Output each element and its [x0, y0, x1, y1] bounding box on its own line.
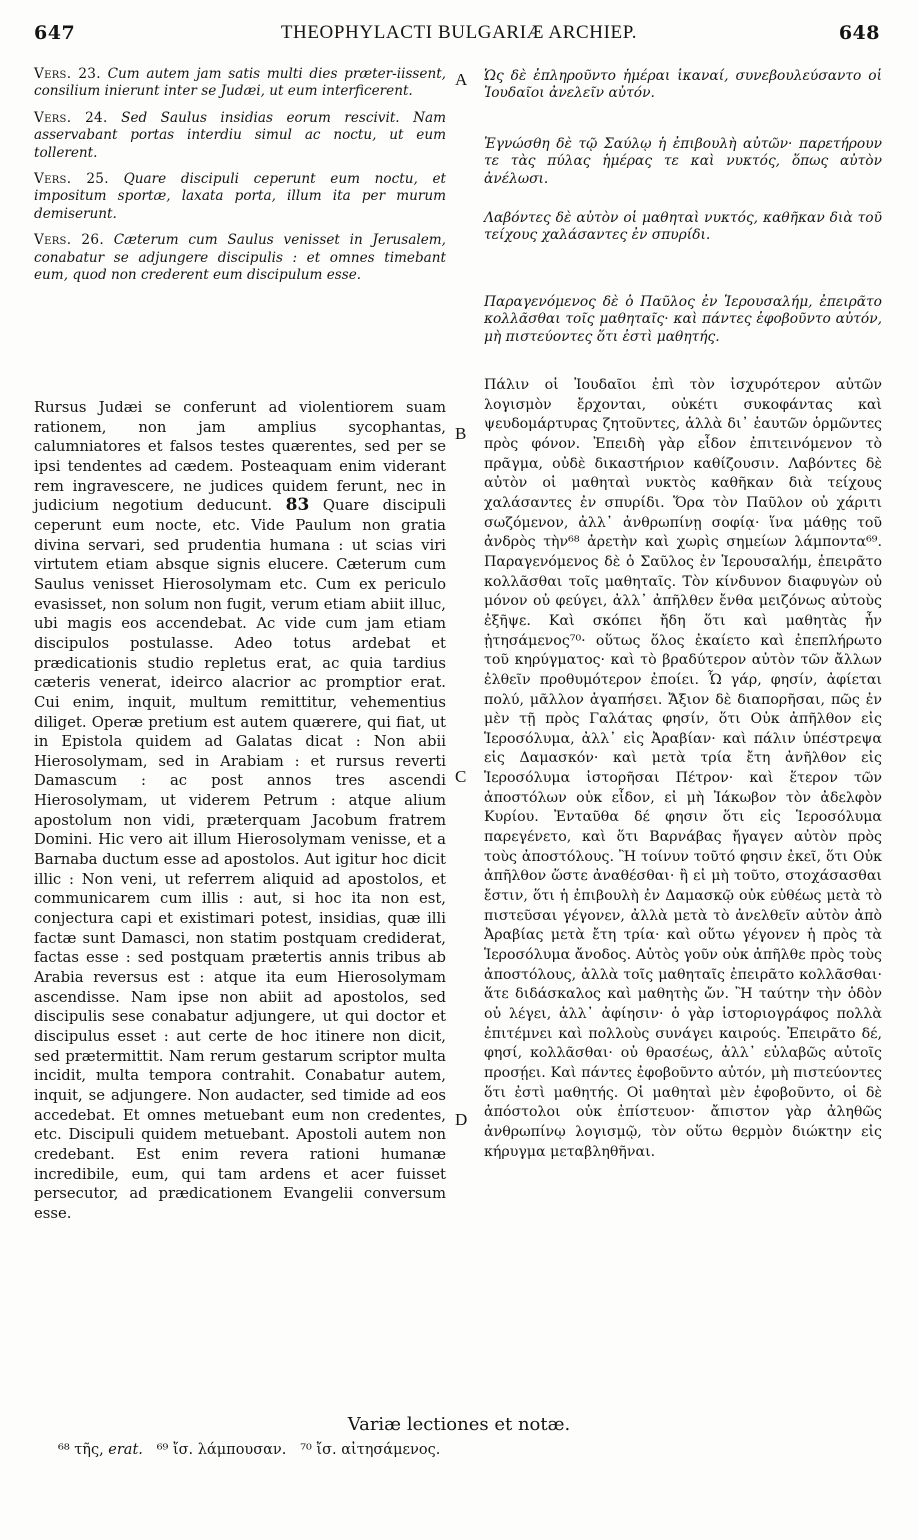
page-number-right: 648 — [838, 22, 880, 44]
verse-label: Vers. 23. — [34, 66, 101, 82]
running-head-title: THEOPHYLACTI BULGARIÆ ARCHIEP. — [280, 22, 638, 43]
greek-verse-25: Λαβόντες δὲ αὐτὸν οἱ μαθηταὶ νυκτός, καθῆκαν διὰ τοῦ τείχους χαλάσαντες ἐν σπυρίδι. — [484, 210, 882, 244]
greek-verse-25-block — [484, 210, 882, 254]
greek-verse-24: Ἐγνώσθη δὲ τῷ Σαύλῳ ἡ ἐπιβουλὴ αὐτῶν· παρετήρουν τε τὰς πύλας ἡμέρας τε καὶ νυκτός, ὅπως αὐτὸν ἀνέλωσι. — [484, 136, 882, 187]
margin-marker-d: D — [455, 1110, 468, 1129]
latin-verse-24 — [34, 110, 446, 162]
note-69: ⁶⁹ ἴσ. λάμπουσαν. — [156, 1442, 287, 1458]
margin-marker-a: A — [455, 70, 468, 89]
verse-text: Sed Saulus insidias eorum rescivit. Nam asservabant portas interdiu simul ac noctu, ut eum tollerent. — [34, 109, 446, 161]
latin-verse-25 — [34, 171, 446, 223]
margin-marker-c: C — [455, 767, 467, 786]
latin-column — [34, 66, 446, 293]
latin-verse-26 — [34, 232, 446, 284]
note-68: ⁶⁸ τῆς, — [58, 1442, 104, 1458]
greek-verse-26-block — [484, 294, 882, 355]
note-70: ⁷⁰ ἴσ. αἰτησάμενος. — [300, 1442, 441, 1458]
greek-commentary-text: Πάλιν οἱ Ἰουδαῖοι ἐπὶ τὸν ἰσχυρότερον αὐτῶν λογισμὸν ἔρχονται, οὐκέτι συκοφάντας καὶ ψευδομάρτυρας ζητοῦντες, ἀλλὰ δι᾿ ἑαυτῶν ὁρμῶντες πρὸς φόνον. Ἐπειδὴ γὰρ εἶδον ἐπιτεινόμενον τὸ πρᾶγμα, οὐδὲ δικαστήριον καθίζουσιν. Λαβόντες δὲ αὐτὸν οἱ μαθηταὶ νυκτὸς καθῆκαν διὰ τείχους χαλάσαντες ἐν σπυρίδι. Ὅρα τὸν Παῦλον οὐ χάριτι σωζόμενον, ἀλλ᾿ ἀνθρωπίνῃ σοφίᾳ· ἵνα μάθῃς τοῦ ἀνδρὸς τὴν⁶⁸ ἀρετὴν καὶ χωρὶς σημείων λάμποντα⁶⁹. Παραγενόμενος δὲ ὁ Σαῦλος ἐν Ἱερουσαλήμ, ἐπειρᾶτο κολλᾶσθαι τοῖς μαθηταῖς. Τὸν κίνδυνον διαφυγὼν οὐ μόνον οὐ φεύγει, ἀλλ᾿ ἀπῆλθεν ἔνθα μειζόνως αὐτοὺς ἐξῆψε. Καὶ σκόπει ἤδη ὅτι καὶ μαθητὰς ἦν ᾐτησάμενος⁷⁰· οὕτως ὅλος ἐκαίετο καὶ ἐπεπλήρωτο τοῦ κηρύγματος· καὶ τὸ βραδύτερον αὐτὸν τῶν ἄλλων ἐλθεῖν προθυμότερον ἐποίει. Ὧ γάρ, φησίν, ἀφίεται πολύ, μᾶλλον ἀγαπήσει. Ἄξιον δὲ διαπορῆσαι, πῶς ἐν μὲν τῇ πρὸς Γαλάτας φησίν, ὅτι Οὐκ ἀπῆλθον εἰς Ἱεροσόλυμα, ἀλλ᾿ εἰς Ἀραβίαν· καὶ πάλιν ὑπέστρεψα εἰς Δαμασκόν· καὶ μετὰ τρία ἔτη ἀνῆλθον εἰς Ἱεροσόλυμα ἱστορῆσαι Πέτρον· καὶ ἕτερον τῶν ἀποστόλων οὐκ εἶδον, εἰ μὴ Ἰάκωβον τὸν ἀδελφὸν Κυρίου. Ἐνταῦθα δέ φησιν ὅτι εἰς Ἱεροσόλυμα παρεγένετο, καὶ ὅτι Βαρνάβας ἤγαγεν αὐτὸν πρὸς τοὺς ἀποστόλους. Ἢ τοίνυν τοῦτό φησιν ἐκεῖ, ὅτι Οὐκ ἀπῆλθον ὥστε ἀναθέσθαι· ἢ εἰ μὴ τοῦτο, στοχάσασθαι ἔστιν, ὅτι ἡ ἐπιβουλὴ ἐν Δαμασκῷ οὐκ εὐθέως μετὰ τὸ πιστεῦσαι γέγονεν, ἀλλὰ μετὰ τὸ ἀνελθεῖν αὐτὸν ἀπὸ Ἀραβίας μετὰ ἔτη τρία· καὶ οὕτω γέγονεν ἡ πρὸς τὰ Ἱεροσόλυμα ἄνοδος. Αὐτὸς γοῦν οὐκ ἀπῆλθε πρὸς τοὺς ἀποστόλους, ἀλλὰ τοῖς μαθηταῖς ἐπειρᾶτο κολλᾶσθαι· ἅτε διδάσκαλος καὶ μαθητὴς ὤν. Ἢ ταύτην τὴν ὁδὸν οὐ λέγει, ἀλλ᾿ ἀφίησιν· ὁ γὰρ ἱστοριογράφος πολλὰ ἐπιτέμνει καὶ πολλοὺς συνάγει καιρούς. Ἐπειρᾶτο δέ, φησί, κολλᾶσθαι· οὐ θρασέως, ἀλλ᾿ εὐλαβῶς αὐτοῖς προσῄει. Καὶ πάντες ἐφοβοῦντο αὐτόν, μὴ πιστεύοντες ὅτι ἐστὶ μαθητής. Οἱ μαθηταὶ μὲν ἐφοβοῦντο, οἱ δὲ ἀπόστολοι οὐκ ἐπίστευον· ἄπιστον γὰρ ἀληθῶς ἀνθρωπίνῳ λογισμῷ, τὸν οὕτω θερμὸν διώκτην εἰς κήρυγμα μεταβληθῆναι. — [484, 377, 882, 1160]
greek-verse-26: Παραγενόμενος δὲ ὁ Παῦλος ἐν Ἱερουσαλήμ, ἐπειρᾶτο κολλᾶσθαι τοῖς μαθηταῖς· καὶ πάντες ἐφοβοῦντο αὐτόν, μὴ πιστεύοντες ὅτι ἐστὶ μαθητής. — [484, 294, 882, 345]
greek-commentary — [484, 376, 882, 1162]
column-number-83: 83 — [285, 495, 310, 516]
notes-line — [58, 1442, 878, 1458]
verse-label: Vers. 26. — [34, 232, 104, 249]
greek-verse-23-block — [484, 68, 882, 112]
verse-text: Quare discipuli ceperunt eum noctu, et impositum sportæ, laxata porta, illum ita per murum demiserunt. — [34, 171, 446, 222]
latin-verse-23 — [34, 66, 446, 101]
note-68-italic: erat. — [108, 1442, 143, 1458]
page-number-left: 647 — [34, 22, 76, 44]
notes-title: Variæ lectiones et notæ. — [347, 1414, 571, 1435]
verse-text: Cæterum cum Saulus venisset in Jerusalem, conabatur se adjungere discipulis : et omnes timebant eum, quod non crederent eum discipulum esse. — [34, 232, 446, 284]
latin-commentary — [34, 398, 446, 1224]
margin-marker-b: B — [455, 424, 467, 443]
verse-label: Vers. 24. — [34, 109, 108, 126]
verse-text: Cum autem jam satis multi dies præter-iissent, consilium inierunt inter se Judæi, ut eum interficerent. — [34, 66, 446, 100]
verse-label: Vers. 25. — [34, 171, 109, 188]
latin-commentary-part-2: Quare discipuli ceperunt eum nocte, etc. Vide Paulum non gratia divina servari, sed prudentia humana : ut scias viri virtutem etiam absque signis elucere. Cæterum cum Saulus venisset Hierosolymam etc. Cum ex periculo evasisset, non solum non fugit, verum etiam abiit illuc, ubi magis eos accendebat. Ac vide cum jam etiam discipulos postulasse. Adeo totus ardebat et prædicationis studio repletus erat, ac quia tardius cæteris venerat, ideirco alacrior ac promptior erat. Cui enim, inquit, multum remittitur, vehementius diliget. Operæ pretium est autem quærere, qui fiat, ut in Epistola quidem ad Galatas dicat : Non abii Hierosolymam, sed in Arabiam : et rursus reverti Damascum : ac post annos tres ascendi Hierosolymam, ut viderem Petrum : atque alium apostolum non vidi, præterquam Jacobum fratrem Domini. Hic vero ait illum Hierosolymam venisse, et a Barnaba ductum esse ad apostolos. Aut igitur hoc dicit illic : Non veni, ut referrem aliquid ad apostolos, et communicarem cum illis : aut, si hoc ita non est, conjectura capi et existimari potest, insidias, quæ illi factæ sunt Damasci, non statim postquam crediderat, factas esse : sed postquam prætertis annis tribus ab Arabia reversus est : atque ita eum Hierosolymam ascendisse. Nam ipse non abiit ad apostolos, sed discipulis sese conabatur adjungere, ut qui doctor et discipulus esset : aut certe de hoc itinere non dicit, sed prætermittit. Nam rerum gestarum scriptor multa incidit, multa tempora contrahit. Conabatur autem, inquit, se adjungere. Non audacter, sed timide ad eos accedebat. Et omnes metuebant eum non credentes, etc. Discipuli quidem metuebant. Apostoli autem non credebant. Est enim revera rationi humanæ incredibile, eum, qui tam ardens et acer fuisset persecutor, ad prædicationem Evangelii conversum esse. — [34, 497, 446, 1222]
latin-commentary-text — [34, 398, 446, 1224]
greek-verse-24-block — [484, 136, 882, 197]
latin-commentary-part-1: Rursus Judæi se conferunt ad violentiorem suam rationem, non jam amplius sycophantas, calumniatores et falsos testes quærentes, sed per se ipsi tendentes ad cædem. Posteaquam enim viderant rem ingravescere, ne judices quidem ferunt, nec in judicium negotium deducunt. — [34, 399, 446, 515]
greek-verse-23: Ὡς δὲ ἐπληροῦντο ἡμέραι ἱκαναί, συνεβουλεύσαντο οἱ Ἰουδαῖοι ἀνελεῖν αὐτόν. — [484, 68, 882, 102]
